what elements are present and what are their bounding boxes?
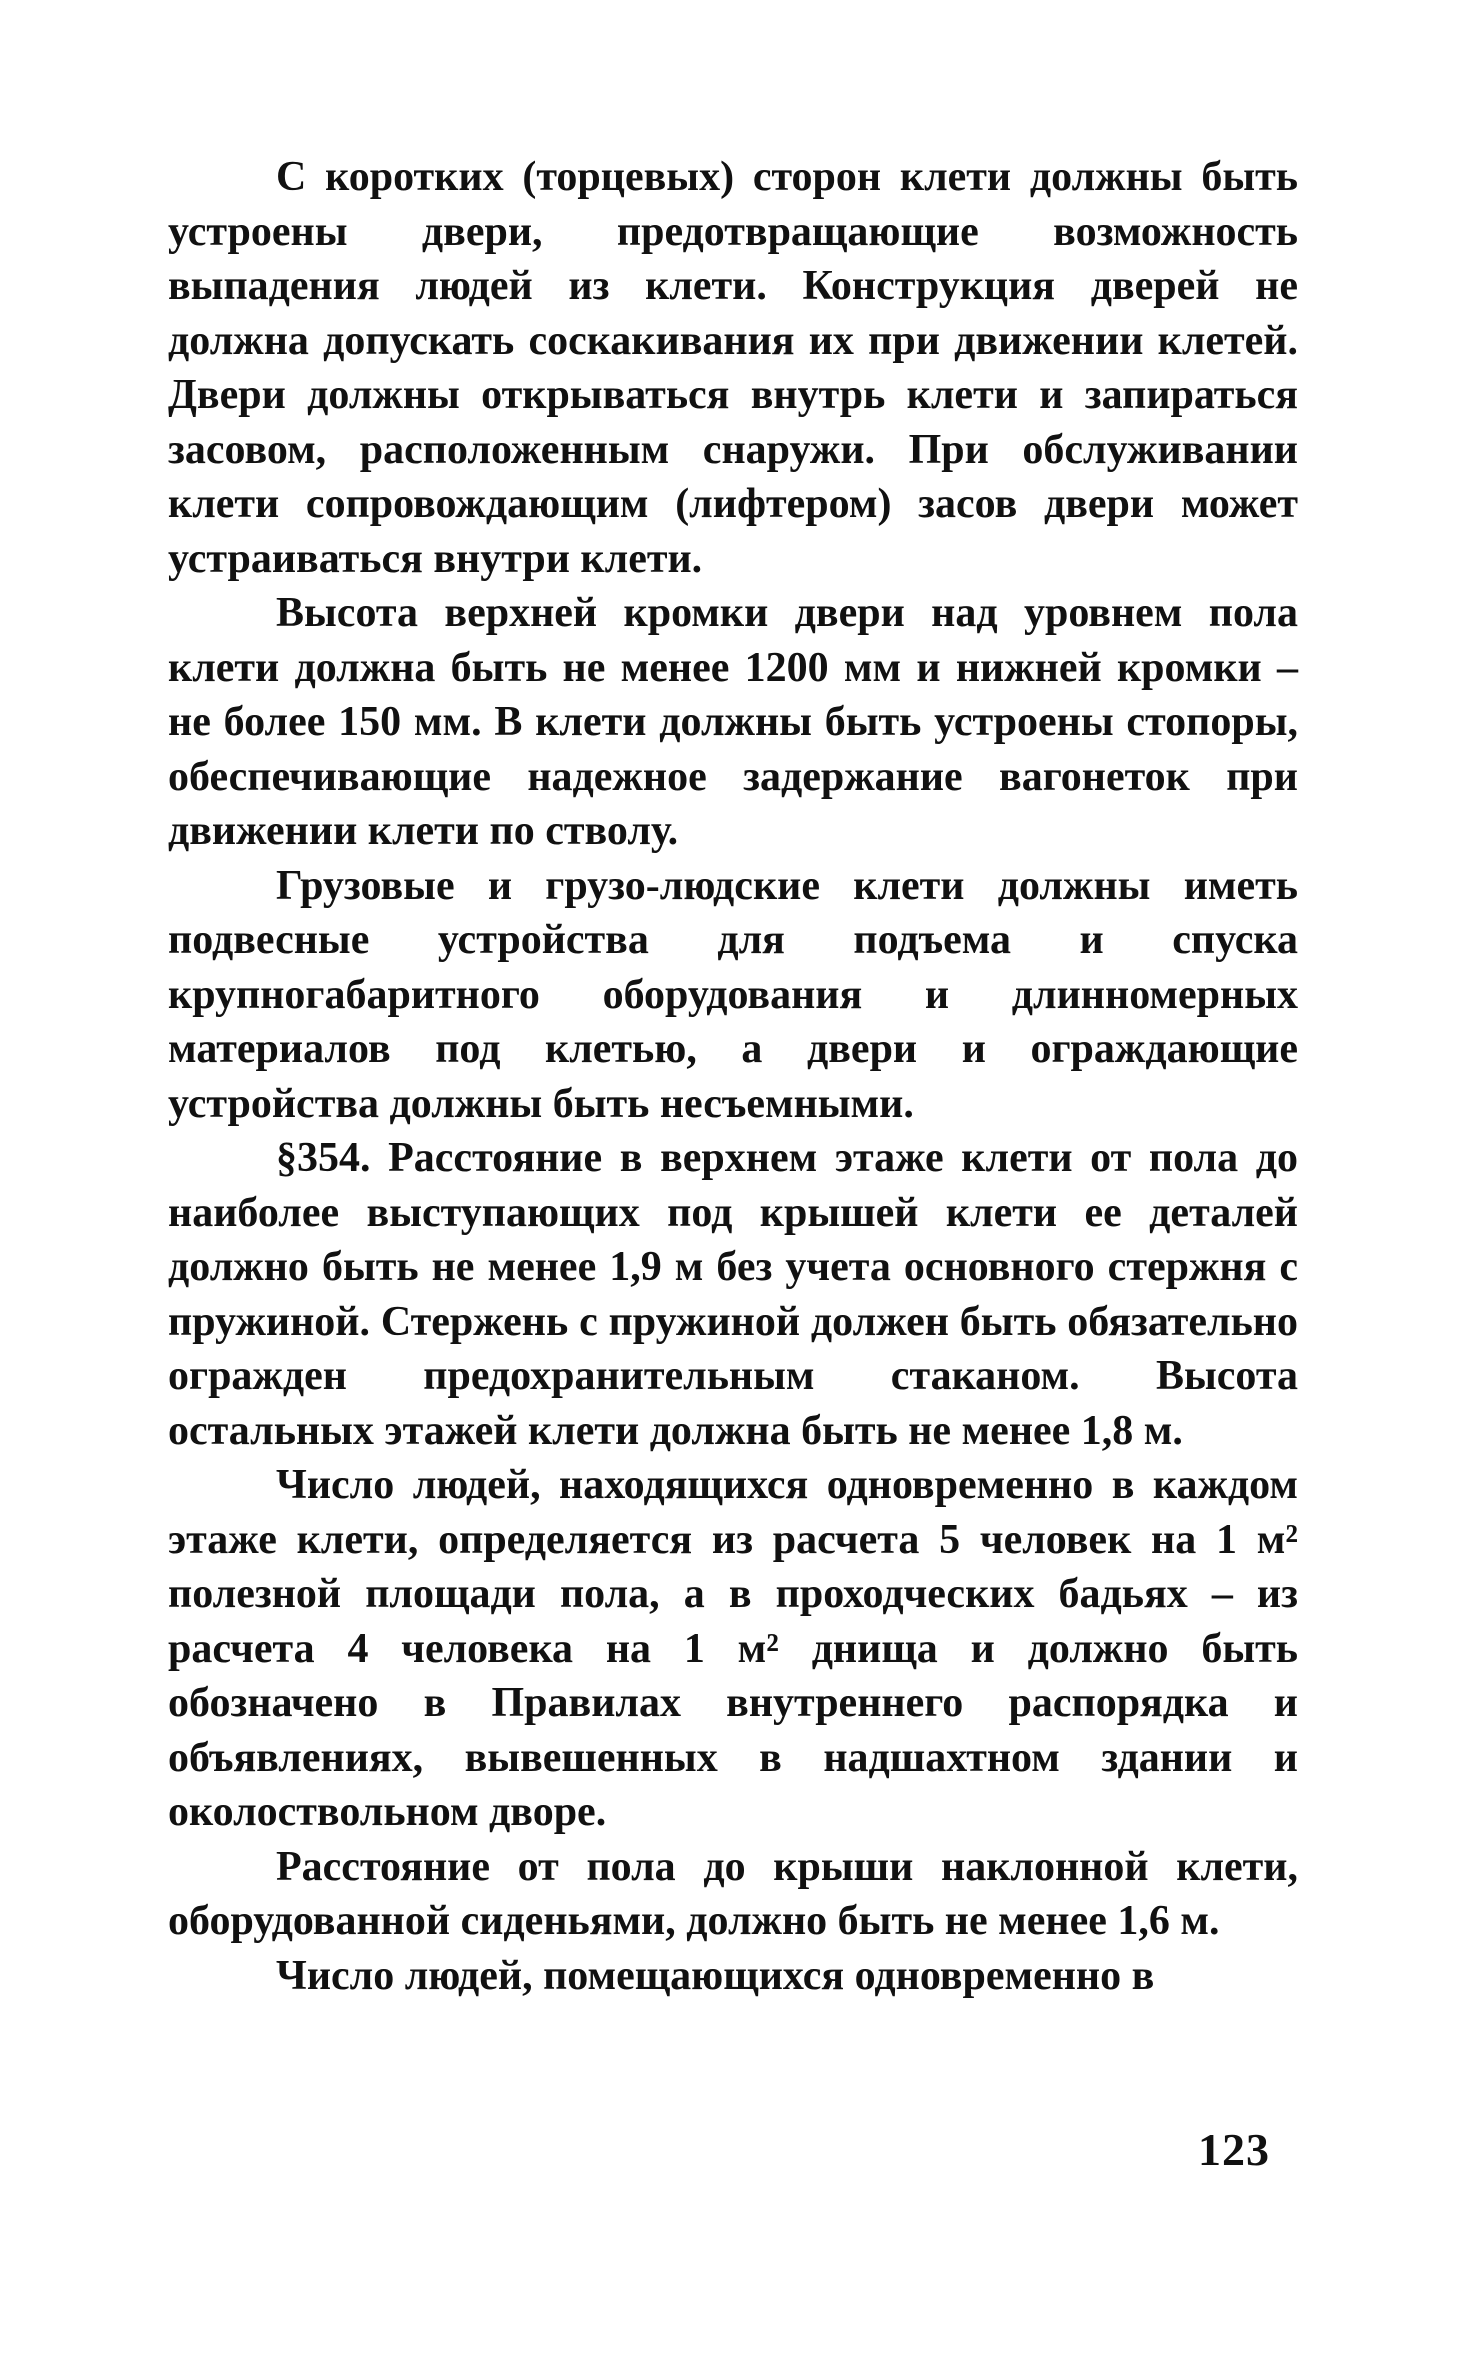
paragraph-suspension-devices: Грузовые и грузо-людские клети должны иметь подвесные устройства для подъема и спуска крупногабаритного оборудования и длинномерных материалов под клетью, а двери и ограждающие устройства должны быть несъемными. xyxy=(168,862,1298,1127)
paragraph-door-height: Высота верхней кромки двери над уровнем пола клети должна быть не менее 1200 мм и нижней кромки – не более 150 мм. В клети должны быть устроены стопоры, обеспечивающие надежное задержание вагонеток при движении клети по стволу. xyxy=(168,590,1298,854)
paragraph-door-design: С коротких (торцевых) сторон клети должны быть устроены двери, предотвращающие возможность выпадения людей из клети. Конструкция дверей не должна допускать соскакивания их при движении клетей. Двери должны открываться внутрь клети и запираться засовом, расположенным снаружи. При обслуживании клети сопровождающим (лифтером) засов двери может устраиваться внутри клети. xyxy=(168,154,1298,582)
page-body xyxy=(168,150,1298,2003)
paragraph-inclined-cage: Расстояние от пола до крыши наклонной клети, оборудованной сиденьями, должно быть не менее 1,6 м. xyxy=(168,1843,1298,1944)
paragraph-people-per-floor: Число людей, находящихся одновременно в каждом этаже клети, определяется из расчета 5 человек на 1 м² полезной площади пола, а в проходческих бадьях – из расчета 4 человека на 1 м² днища и должно быть обозначено в Правилах внутреннего распорядка и объявлениях, вывешенных в надшахтном здании и околоствольном дворе. xyxy=(168,1462,1298,1835)
page-number: 123 xyxy=(1198,2124,1270,2175)
paragraph-section-354: §354. Расстояние в верхнем этаже клети от пола до наиболее выступающих под крышей клети ее деталей должно быть не менее 1,9 м без учета основного стержня с пружиной. Стержень с пружиной должен быть обязательно огражден предохранительным стаканом. Высота остальных этажей клети должна быть не менее 1,8 м. xyxy=(168,1135,1298,1454)
paragraph-people-count-continued: Число людей, помещающихся одновременно в xyxy=(276,1952,1155,1999)
